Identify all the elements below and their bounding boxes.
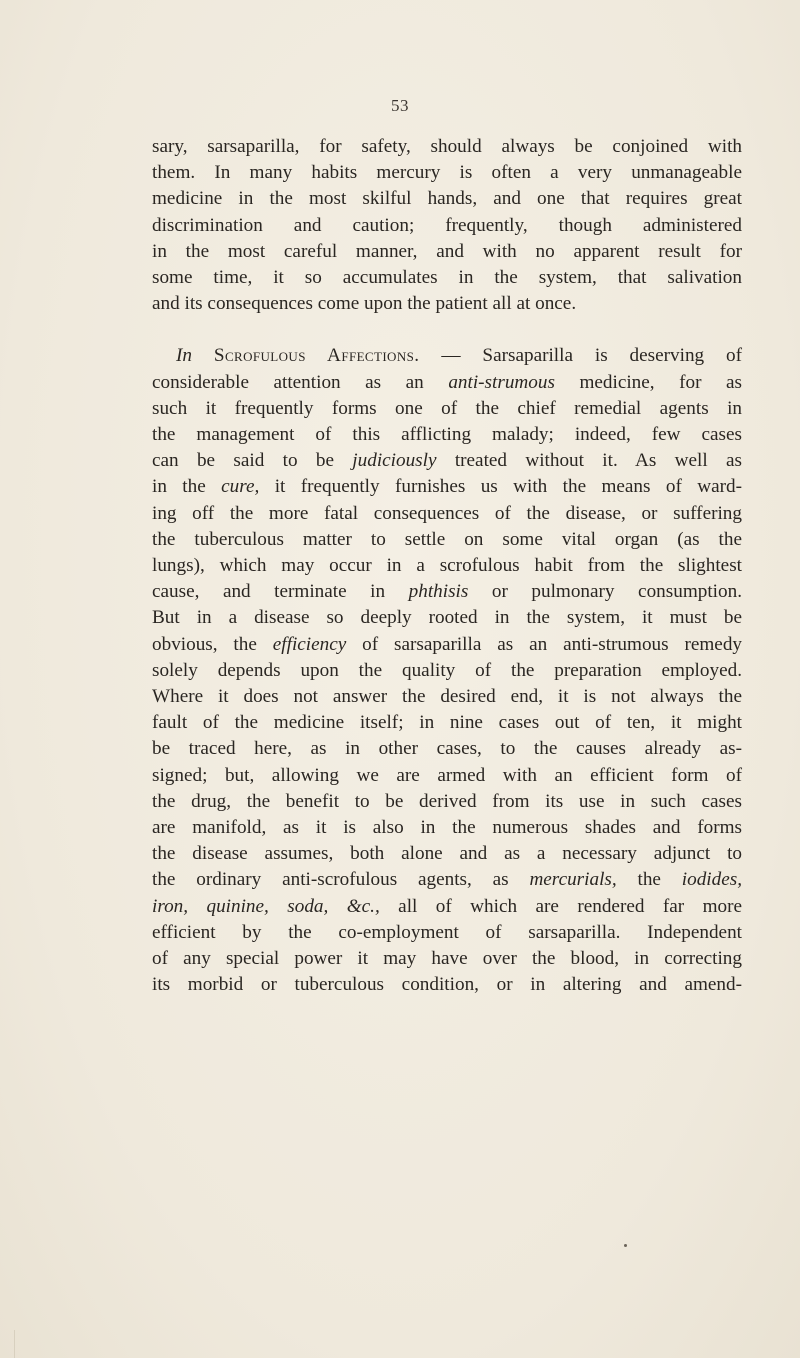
text-line: the management of this afflicting malady; indeed, few cases bbox=[152, 424, 742, 446]
text-line: lungs), which may occur in a scrofulous habit from the slightest bbox=[152, 555, 742, 577]
emphasis: judiciously bbox=[352, 450, 437, 472]
emphasis: cure, bbox=[221, 476, 260, 498]
text-line bbox=[152, 632, 742, 658]
text-line: fault of the medicine itself; in nine cases out of ten, it might bbox=[152, 712, 742, 734]
text-line bbox=[152, 867, 742, 893]
text-run: of sarsaparilla as an anti-strumous remedy bbox=[346, 633, 743, 655]
intro-in: In bbox=[176, 345, 192, 367]
text-line: ing off the more fatal consequences of the disease, or suffering bbox=[152, 502, 742, 524]
paragraph-mercury bbox=[152, 134, 742, 317]
text-line: are manifold, as it is also in the numerous shades and forms bbox=[152, 817, 742, 839]
emphasis: phthisis bbox=[408, 581, 469, 603]
section-heading: Scrofulous Affections. bbox=[213, 345, 420, 367]
text-run: it frequently furnishes us with the means of ward- bbox=[259, 476, 742, 498]
text-line: efficient by the co-employment of sarsaparilla. Independent bbox=[152, 921, 742, 943]
text-line: the tuberculous matter to settle on some vital organ (as the bbox=[152, 528, 742, 550]
text-run: considerable attention as an bbox=[152, 371, 449, 393]
text-line: discrimination and caution; frequently, though administered bbox=[152, 214, 742, 236]
text-line: such it frequently forms one of the chief remedial agents in bbox=[152, 397, 742, 419]
text-run: medicine, for as bbox=[554, 371, 742, 393]
text-line bbox=[152, 343, 742, 369]
text-run: treated without it. As well as bbox=[436, 450, 742, 472]
text-line: and its consequences come upon the patient all at once. bbox=[152, 293, 577, 315]
text-run: the ordinary anti-scrofulous agents, as bbox=[152, 869, 530, 891]
text-line: signed; but, allowing we are armed with an efficient form of bbox=[152, 764, 742, 786]
text-run: cause, and terminate in bbox=[152, 581, 409, 603]
emphasis: iron, quinine, soda, &c., bbox=[152, 895, 380, 917]
paragraph-scrofulous bbox=[152, 343, 742, 998]
text-run: in the bbox=[152, 476, 222, 498]
text-line bbox=[152, 579, 742, 605]
text-run: or pulmonary consumption. bbox=[468, 581, 742, 603]
text-run: all of which are rendered far more bbox=[379, 895, 743, 917]
text-line: be traced here, as in other cases, to the causes already as- bbox=[152, 738, 742, 760]
text-line: them. In many habits mercury is often a very unmanageable bbox=[152, 162, 742, 184]
emphasis: efficiency bbox=[272, 633, 347, 655]
page-number: 53 bbox=[391, 96, 409, 115]
text-line: of any special power it may have over the blood, in correcting bbox=[152, 948, 742, 970]
text-line: its morbid or tuberculous condition, or in altering and amend- bbox=[152, 974, 742, 996]
text-line: Where it does not answer the desired end, it is not always the bbox=[152, 686, 742, 708]
text-line: medicine in the most skilful hands, and one that requires great bbox=[152, 188, 742, 210]
intro-rest: — Sarsaparilla is deserving of bbox=[419, 345, 742, 367]
body-text bbox=[152, 134, 742, 999]
text-line: But in a disease so deeply rooted in the system, it must be bbox=[152, 607, 742, 629]
text-line bbox=[152, 894, 742, 920]
text-run: obvious, the bbox=[152, 633, 273, 655]
text-line bbox=[152, 370, 742, 396]
text-run: the bbox=[616, 869, 682, 891]
emphasis: iodides, bbox=[681, 869, 742, 891]
text-line: the disease assumes, both alone and as a necessary adjunct to bbox=[152, 843, 742, 865]
text-line: in the most careful manner, and with no apparent result for bbox=[152, 240, 742, 262]
text-line: some time, it so accumulates in the system, that salivation bbox=[152, 267, 742, 289]
ink-speck bbox=[624, 1244, 627, 1247]
text-line bbox=[152, 474, 742, 500]
text-run: can be said to be bbox=[152, 450, 353, 472]
text-line bbox=[152, 448, 742, 474]
emphasis: mercurials, bbox=[529, 869, 617, 891]
text-line: the drug, the benefit to be derived from its use in such cases bbox=[152, 790, 742, 812]
page-edge-mark bbox=[14, 1330, 23, 1358]
emphasis: anti-strumous bbox=[448, 371, 555, 393]
text-line: solely depends upon the quality of the preparation employed. bbox=[152, 659, 742, 681]
text-line: sary, sarsaparilla, for safety, should always be conjoined with bbox=[152, 136, 742, 157]
